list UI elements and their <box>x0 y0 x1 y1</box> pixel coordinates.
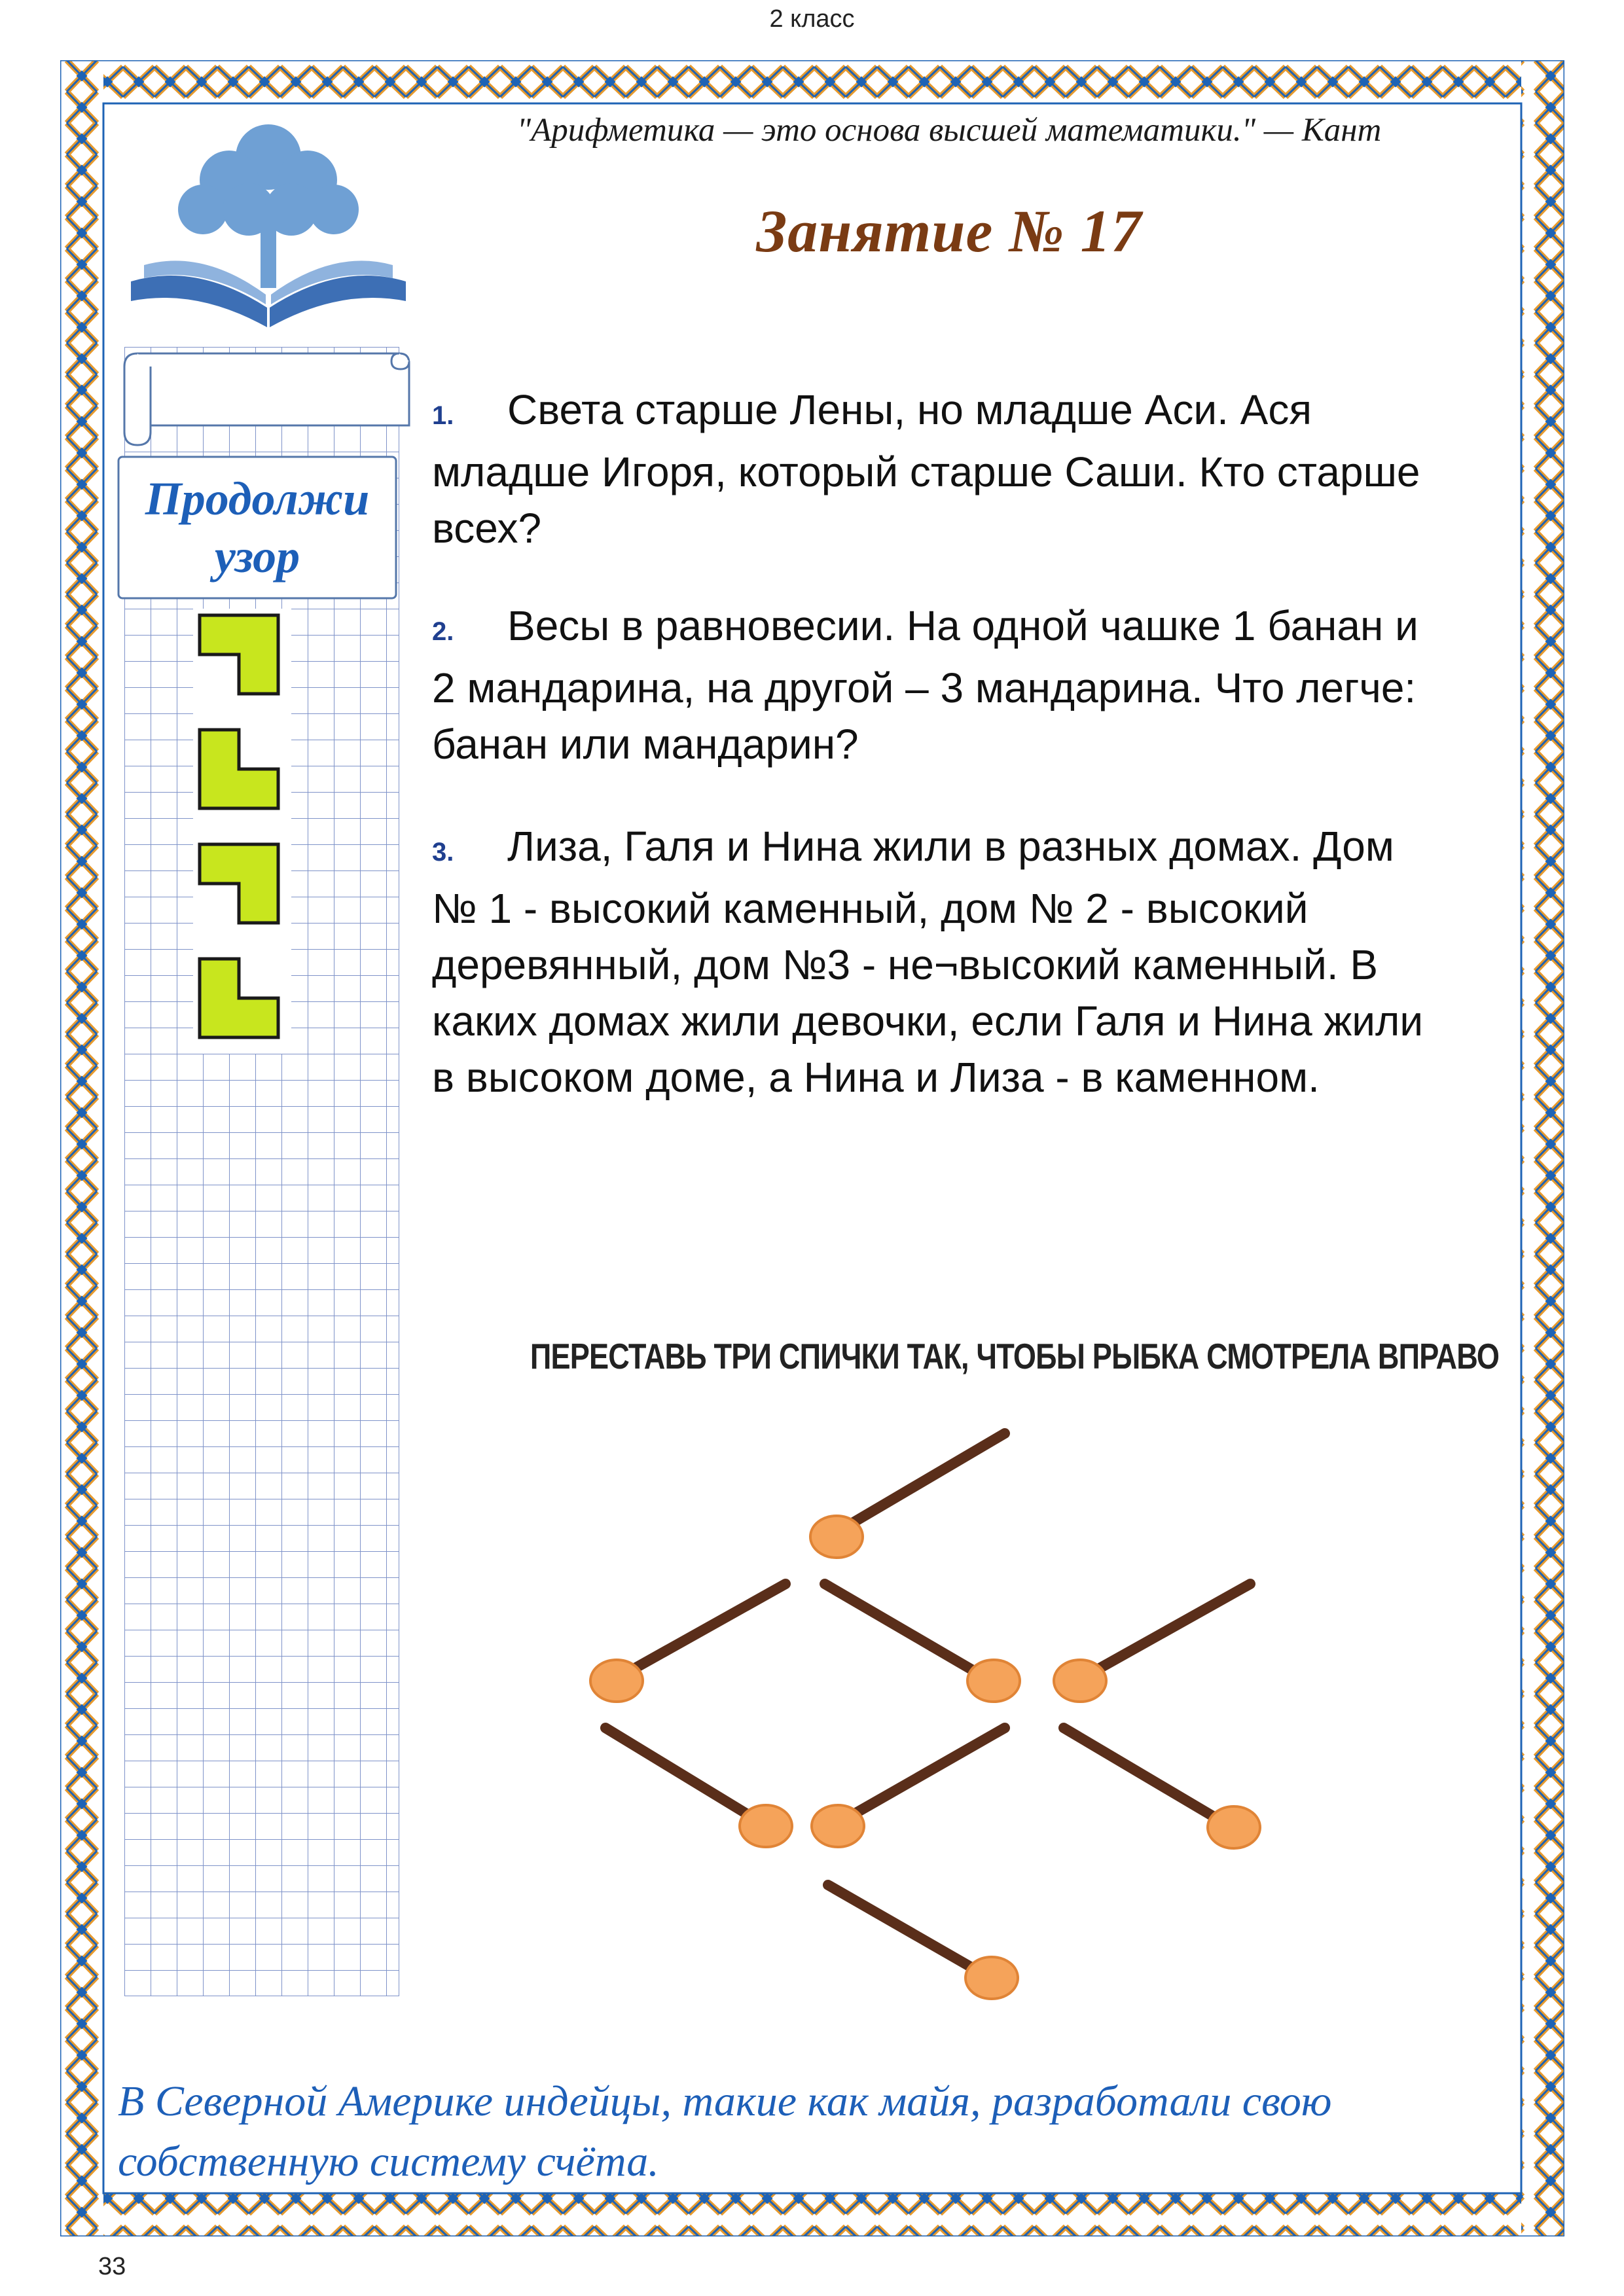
grade-label: 2 класс <box>769 5 855 33</box>
match-stick <box>622 1584 785 1676</box>
match-stick <box>828 1885 982 1973</box>
fun-fact-line-2: собственную систему счёта. <box>118 2138 659 2185</box>
scroll-banner <box>118 340 412 452</box>
task-number: 3. <box>432 838 454 867</box>
continue-pattern-line-1: Продолжи <box>145 473 370 525</box>
match-stick <box>1064 1728 1224 1823</box>
task-text: Весы в равновесии. На одной чашке 1 банан и 2 мандарина, на другой – 3 мандарина. Что легче: банан или мандарин? <box>432 602 1418 768</box>
matchstick-puzzle-caption: ПЕРЕСТАВЬ ТРИ СПИЧКИ ТАК, ЧТОБЫ РЫБКА СМОТРЕЛА ВПРАВО <box>530 1336 1500 1376</box>
match-head <box>965 1957 1018 1999</box>
fun-fact <box>118 2072 1525 2192</box>
match-head <box>967 1660 1020 1702</box>
match-head <box>812 1805 864 1847</box>
match-head <box>1208 1806 1260 1848</box>
lesson-title: Занятие № 17 <box>756 198 1142 264</box>
match-stick <box>1087 1584 1250 1676</box>
task-text: Лиза, Галя и Нина жили в разных домах. Дом № 1 - высокий каменный, дом № 2 - высокий деревянный, дом №3 - не¬высокий каменный. В каких домах жили девочки, если Галя и Нина жили в высоком доме, а Нина и Лиза - в каменном. <box>432 823 1424 1101</box>
task-number: 1. <box>432 401 454 430</box>
task-number: 2. <box>432 617 454 646</box>
match-stick <box>825 1584 982 1676</box>
task-item <box>432 598 1440 772</box>
matchstick-fish-illustration <box>524 1414 1309 2003</box>
task-item <box>432 818 1440 1105</box>
tree-book-logo <box>118 111 419 353</box>
epigraph-quote: "Арифметика — это основа высшей математики." — Кант <box>516 112 1382 149</box>
fun-fact-line-1: В Северной Америке индейцы, такие как майя, разработали свою <box>118 2077 1332 2125</box>
match-head <box>1054 1660 1106 1702</box>
match-stick <box>605 1728 756 1820</box>
task-text: Света старше Лены, но младше Аси. Ася младше Игоря, который старше Саши. Кто старше всех? <box>432 386 1420 552</box>
pattern-sequence <box>193 609 291 1054</box>
match-stick <box>838 1433 1005 1532</box>
continue-pattern-label <box>117 470 398 585</box>
task-item <box>432 382 1440 556</box>
match-stick <box>844 1728 1005 1820</box>
continue-pattern-line-2: узор <box>214 530 300 583</box>
page-number: 33 <box>98 2253 126 2280</box>
match-head <box>590 1660 643 1702</box>
match-head <box>740 1805 792 1847</box>
match-head <box>810 1516 863 1558</box>
